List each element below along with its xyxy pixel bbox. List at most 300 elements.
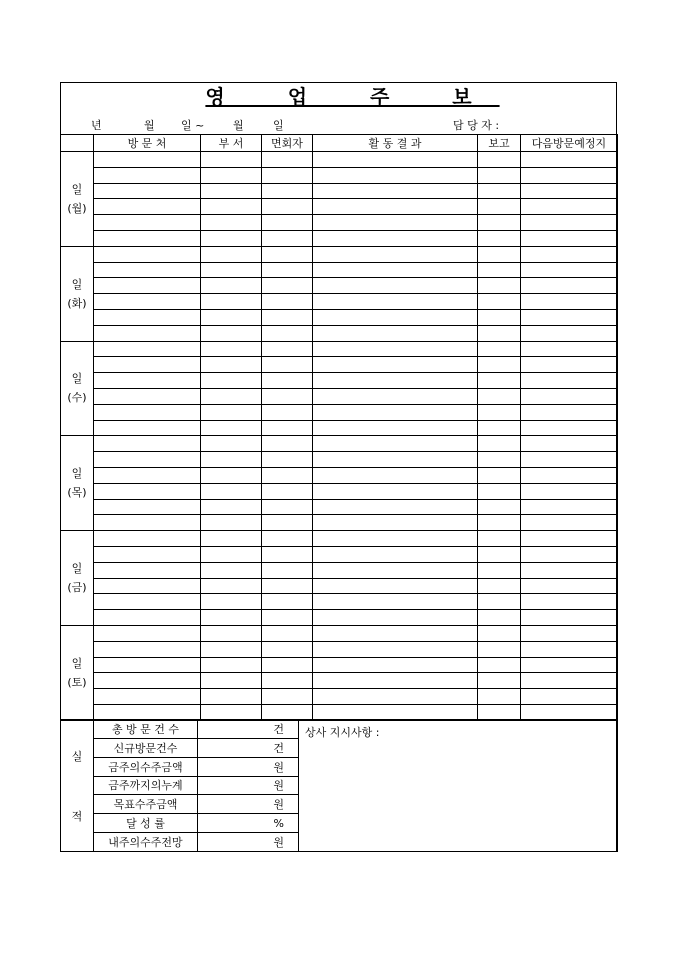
entry-cell[interactable] — [313, 704, 478, 720]
day-cell — [61, 152, 94, 247]
entry-cell[interactable] — [201, 199, 262, 215]
entry-cell[interactable] — [521, 657, 618, 673]
entry-cell[interactable] — [478, 262, 521, 278]
entry-cell[interactable] — [262, 625, 313, 641]
entry-cell[interactable] — [313, 515, 478, 531]
entry-cell[interactable] — [521, 610, 618, 626]
entry-cell[interactable] — [262, 673, 313, 689]
table-row — [61, 388, 618, 404]
entry-cell[interactable] — [201, 388, 262, 404]
entry-cell[interactable] — [94, 546, 201, 562]
table-row — [61, 404, 618, 420]
entry-cell[interactable] — [521, 625, 618, 641]
entry-cell[interactable] — [313, 594, 478, 610]
entry-cell[interactable] — [262, 341, 313, 357]
table-row — [61, 357, 618, 373]
entry-cell[interactable] — [94, 625, 201, 641]
entry-cell[interactable] — [94, 183, 201, 199]
entry-cell[interactable] — [94, 373, 201, 389]
entry-cell[interactable] — [94, 610, 201, 626]
entry-cell[interactable] — [262, 373, 313, 389]
entry-cell[interactable] — [521, 294, 618, 310]
entry-cell[interactable] — [521, 230, 618, 246]
summary-label: 목표수주금액 — [94, 795, 198, 814]
entry-cell[interactable] — [262, 641, 313, 657]
column-header: 부 서 — [201, 135, 262, 152]
entry-cell[interactable] — [478, 199, 521, 215]
entry-cell[interactable] — [521, 183, 618, 199]
entry-cell[interactable] — [201, 673, 262, 689]
summary-unit: 원 — [273, 798, 284, 812]
entry-cell[interactable] — [201, 294, 262, 310]
entry-cell[interactable] — [478, 625, 521, 641]
entry-cell[interactable] — [262, 499, 313, 515]
table-row — [61, 578, 618, 594]
entry-cell[interactable] — [262, 452, 313, 468]
summary-unit: 원 — [273, 779, 284, 793]
month-label-1: 월 — [144, 119, 155, 132]
table-row — [61, 452, 618, 468]
entry-cell[interactable] — [521, 373, 618, 389]
entry-cell[interactable] — [201, 167, 262, 183]
entry-cell[interactable] — [262, 230, 313, 246]
day-cell — [61, 246, 94, 341]
entry-cell[interactable] — [262, 404, 313, 420]
entry-cell[interactable] — [521, 262, 618, 278]
entry-cell[interactable] — [201, 230, 262, 246]
summary-value-cell[interactable] — [198, 720, 299, 739]
table-row — [61, 230, 618, 246]
entry-cell[interactable] — [313, 357, 478, 373]
entry-cell[interactable] — [201, 483, 262, 499]
entry-cell[interactable] — [521, 341, 618, 357]
entry-cell[interactable] — [313, 657, 478, 673]
entry-cell[interactable] — [478, 657, 521, 673]
entry-cell[interactable] — [201, 341, 262, 357]
table-row — [61, 467, 618, 483]
entry-cell[interactable] — [313, 467, 478, 483]
entry-cell[interactable] — [521, 641, 618, 657]
summary-label: 내주의수주전망 — [94, 833, 198, 852]
entry-cell[interactable] — [313, 341, 478, 357]
entry-cell[interactable] — [521, 167, 618, 183]
entry-cell[interactable] — [201, 499, 262, 515]
day-label: 일 — [71, 182, 83, 196]
entry-cell[interactable] — [478, 483, 521, 499]
year-label: 년 — [91, 119, 102, 132]
entry-cell[interactable] — [94, 357, 201, 373]
entry-cell[interactable] — [94, 436, 201, 452]
entry-cell[interactable] — [262, 515, 313, 531]
entry-cell[interactable] — [262, 594, 313, 610]
table-row — [61, 152, 618, 168]
entry-cell[interactable] — [262, 325, 313, 341]
corner-cell — [61, 135, 94, 152]
summary-unit: % — [273, 816, 284, 830]
entry-cell[interactable] — [201, 373, 262, 389]
entry-cell[interactable] — [521, 594, 618, 610]
table-row — [61, 246, 618, 262]
summary-unit: 원 — [273, 760, 284, 774]
entry-cell[interactable] — [201, 610, 262, 626]
column-header: 활 동 결 과 — [313, 135, 478, 152]
table-row — [61, 562, 618, 578]
column-header: 다음방문예정지 — [521, 135, 618, 152]
entry-cell[interactable] — [313, 294, 478, 310]
summary-row — [61, 720, 618, 739]
entry-cell[interactable] — [94, 562, 201, 578]
entry-cell[interactable] — [201, 689, 262, 705]
entry-cell[interactable] — [201, 562, 262, 578]
day-cell — [61, 341, 94, 436]
entry-cell[interactable] — [262, 420, 313, 436]
entry-cell[interactable] — [262, 546, 313, 562]
entry-cell[interactable] — [313, 578, 478, 594]
entry-cell[interactable] — [478, 388, 521, 404]
entry-cell[interactable] — [201, 467, 262, 483]
weekday-label: (화) — [67, 296, 87, 310]
entry-cell[interactable] — [201, 641, 262, 657]
table-row — [61, 657, 618, 673]
table-row — [61, 499, 618, 515]
activity-table — [60, 134, 618, 721]
summary-table — [60, 719, 618, 852]
table-row — [61, 673, 618, 689]
entry-cell[interactable] — [201, 578, 262, 594]
entry-cell[interactable] — [201, 183, 262, 199]
entry-cell[interactable] — [313, 452, 478, 468]
entry-cell[interactable] — [521, 452, 618, 468]
entry-cell[interactable] — [521, 404, 618, 420]
entry-cell[interactable] — [262, 388, 313, 404]
entry-cell[interactable] — [262, 215, 313, 231]
entry-cell[interactable] — [201, 262, 262, 278]
entry-cell[interactable] — [262, 436, 313, 452]
summary-label: 달 성 률 — [94, 814, 198, 833]
entry-cell[interactable] — [201, 152, 262, 168]
entry-cell[interactable] — [94, 262, 201, 278]
summary-value-cell[interactable] — [198, 814, 299, 833]
entry-cell[interactable] — [313, 562, 478, 578]
entry-cell[interactable] — [521, 531, 618, 547]
entry-cell[interactable] — [262, 246, 313, 262]
entry-cell[interactable] — [521, 515, 618, 531]
entry-cell[interactable] — [94, 199, 201, 215]
entry-cell[interactable] — [313, 689, 478, 705]
entry-cell[interactable] — [262, 610, 313, 626]
entry-cell[interactable] — [521, 420, 618, 436]
entry-cell[interactable] — [313, 183, 478, 199]
entry-cell[interactable] — [313, 278, 478, 294]
weekday-label: (금) — [67, 581, 87, 595]
table-row — [61, 531, 618, 547]
entry-cell[interactable] — [521, 673, 618, 689]
day-label-1: 일 ~ — [181, 119, 205, 132]
entry-cell[interactable] — [521, 689, 618, 705]
entry-cell[interactable] — [201, 309, 262, 325]
entry-cell[interactable] — [313, 388, 478, 404]
entry-cell[interactable] — [478, 578, 521, 594]
entry-cell[interactable] — [313, 436, 478, 452]
entry-cell[interactable] — [94, 278, 201, 294]
entry-cell[interactable] — [521, 436, 618, 452]
table-row — [61, 309, 618, 325]
table-row — [61, 436, 618, 452]
entry-cell[interactable] — [201, 420, 262, 436]
entry-cell[interactable] — [313, 673, 478, 689]
entry-cell[interactable] — [201, 546, 262, 562]
entry-cell[interactable] — [313, 167, 478, 183]
day-label: 일 — [71, 562, 83, 576]
entry-cell[interactable] — [478, 404, 521, 420]
entry-cell[interactable] — [478, 467, 521, 483]
entry-cell[interactable] — [478, 610, 521, 626]
entry-cell[interactable] — [201, 246, 262, 262]
table-row — [61, 278, 618, 294]
day-label: 일 — [71, 467, 83, 481]
entry-cell[interactable] — [313, 152, 478, 168]
summary-label: 금주까지의누계 — [94, 776, 198, 795]
entry-cell[interactable] — [478, 515, 521, 531]
entry-cell[interactable] — [94, 531, 201, 547]
entry-cell[interactable] — [201, 657, 262, 673]
entry-cell[interactable] — [478, 309, 521, 325]
entry-cell[interactable] — [94, 689, 201, 705]
entry-cell[interactable] — [94, 167, 201, 183]
entry-cell[interactable] — [262, 183, 313, 199]
entry-cell[interactable] — [262, 199, 313, 215]
entry-cell[interactable] — [478, 167, 521, 183]
entry-cell[interactable] — [262, 657, 313, 673]
entry-cell[interactable] — [201, 704, 262, 720]
entry-cell[interactable] — [94, 230, 201, 246]
supervisor-instructions-label: 상사 지시사항 : — [305, 726, 380, 739]
entry-cell[interactable] — [94, 404, 201, 420]
entry-cell[interactable] — [313, 625, 478, 641]
entry-cell[interactable] — [201, 452, 262, 468]
entry-cell[interactable] — [521, 309, 618, 325]
entry-cell[interactable] — [521, 578, 618, 594]
entry-cell[interactable] — [521, 278, 618, 294]
entry-cell[interactable] — [478, 594, 521, 610]
table-row — [61, 325, 618, 341]
entry-cell[interactable] — [313, 483, 478, 499]
entry-cell[interactable] — [313, 309, 478, 325]
manager-label: 담 당 자 : — [453, 119, 500, 132]
entry-cell[interactable] — [478, 278, 521, 294]
entry-cell[interactable] — [313, 246, 478, 262]
entry-cell[interactable] — [262, 278, 313, 294]
sales-weekly-report-form — [60, 82, 617, 852]
entry-cell[interactable] — [201, 625, 262, 641]
entry-cell[interactable] — [94, 388, 201, 404]
entry-cell[interactable] — [262, 467, 313, 483]
entry-cell[interactable] — [478, 341, 521, 357]
day-cell — [61, 436, 94, 531]
entry-cell[interactable] — [94, 341, 201, 357]
entry-cell[interactable] — [521, 467, 618, 483]
entry-cell[interactable] — [478, 294, 521, 310]
entry-cell[interactable] — [521, 199, 618, 215]
side-top-char: 실 — [71, 749, 83, 763]
entry-cell[interactable] — [262, 689, 313, 705]
entry-cell[interactable] — [94, 499, 201, 515]
entry-cell[interactable] — [94, 578, 201, 594]
entry-cell[interactable] — [94, 309, 201, 325]
entry-cell[interactable] — [478, 373, 521, 389]
entry-cell[interactable] — [262, 152, 313, 168]
entry-cell[interactable] — [94, 673, 201, 689]
entry-cell[interactable] — [313, 546, 478, 562]
entry-cell[interactable] — [201, 531, 262, 547]
entry-cell[interactable] — [201, 436, 262, 452]
entry-cell[interactable] — [478, 689, 521, 705]
column-header: 보고 — [478, 135, 521, 152]
entry-cell[interactable] — [94, 641, 201, 657]
entry-cell[interactable] — [313, 230, 478, 246]
entry-cell[interactable] — [521, 483, 618, 499]
summary-value-cell[interactable] — [198, 757, 299, 776]
entry-cell[interactable] — [94, 420, 201, 436]
entry-cell[interactable] — [262, 562, 313, 578]
entry-cell[interactable] — [94, 467, 201, 483]
entry-cell[interactable] — [478, 230, 521, 246]
table-row — [61, 373, 618, 389]
table-row — [61, 515, 618, 531]
table-row — [61, 689, 618, 705]
weekday-label: (토) — [67, 675, 87, 689]
entry-cell[interactable] — [478, 641, 521, 657]
entry-cell[interactable] — [478, 562, 521, 578]
entry-cell[interactable] — [94, 215, 201, 231]
entry-cell[interactable] — [201, 404, 262, 420]
entry-cell[interactable] — [521, 704, 618, 720]
entry-cell[interactable] — [94, 152, 201, 168]
entry-cell[interactable] — [201, 215, 262, 231]
entry-cell[interactable] — [478, 357, 521, 373]
summary-value-cell[interactable] — [198, 776, 299, 795]
entry-cell[interactable] — [201, 278, 262, 294]
entry-cell[interactable] — [94, 704, 201, 720]
entry-cell[interactable] — [478, 215, 521, 231]
entry-cell[interactable] — [478, 673, 521, 689]
entry-cell[interactable] — [313, 531, 478, 547]
entry-cell[interactable] — [313, 420, 478, 436]
column-header: 방 문 처 — [94, 135, 201, 152]
entry-cell[interactable] — [94, 483, 201, 499]
entry-cell[interactable] — [521, 152, 618, 168]
summary-value-cell[interactable] — [198, 833, 299, 852]
entry-cell[interactable] — [262, 483, 313, 499]
table-row — [61, 199, 618, 215]
summary-section — [60, 719, 617, 852]
weekday-label: (월) — [67, 201, 87, 215]
supervisor-instructions-cell[interactable] — [299, 720, 618, 852]
entry-cell[interactable] — [313, 262, 478, 278]
weekday-label: (목) — [67, 486, 87, 500]
day-cell — [61, 625, 94, 720]
entry-cell[interactable] — [262, 167, 313, 183]
entry-cell[interactable] — [201, 515, 262, 531]
entry-cell[interactable] — [478, 152, 521, 168]
entry-cell[interactable] — [478, 704, 521, 720]
entry-cell[interactable] — [313, 641, 478, 657]
entry-cell[interactable] — [313, 373, 478, 389]
entry-cell[interactable] — [521, 325, 618, 341]
entry-cell[interactable] — [201, 594, 262, 610]
entry-cell[interactable] — [478, 420, 521, 436]
entry-cell[interactable] — [521, 215, 618, 231]
entry-cell[interactable] — [313, 199, 478, 215]
table-row — [61, 183, 618, 199]
entry-cell[interactable] — [94, 515, 201, 531]
entry-cell[interactable] — [94, 594, 201, 610]
table-row — [61, 594, 618, 610]
entry-cell[interactable] — [94, 294, 201, 310]
entry-cell[interactable] — [478, 436, 521, 452]
entry-cell[interactable] — [94, 657, 201, 673]
entry-cell[interactable] — [521, 562, 618, 578]
entry-cell[interactable] — [478, 546, 521, 562]
entry-cell[interactable] — [94, 325, 201, 341]
entry-cell[interactable] — [521, 499, 618, 515]
entry-cell[interactable] — [262, 357, 313, 373]
summary-unit: 건 — [273, 722, 284, 736]
entry-cell[interactable] — [313, 499, 478, 515]
entry-cell[interactable] — [262, 309, 313, 325]
entry-cell[interactable] — [521, 388, 618, 404]
entry-cell[interactable] — [313, 404, 478, 420]
day-cell — [61, 531, 94, 626]
entry-cell[interactable] — [313, 215, 478, 231]
entry-cell[interactable] — [262, 262, 313, 278]
table-row — [61, 704, 618, 720]
entry-cell[interactable] — [262, 531, 313, 547]
entry-cell[interactable] — [94, 452, 201, 468]
table-row — [61, 167, 618, 183]
entry-cell[interactable] — [94, 246, 201, 262]
entry-cell[interactable] — [262, 294, 313, 310]
entry-cell[interactable] — [313, 610, 478, 626]
entry-cell[interactable] — [313, 325, 478, 341]
entry-cell[interactable] — [262, 578, 313, 594]
summary-value-cell[interactable] — [198, 738, 299, 757]
table-row — [61, 420, 618, 436]
day-label: 일 — [71, 372, 83, 386]
entry-cell[interactable] — [262, 704, 313, 720]
entry-cell[interactable] — [478, 499, 521, 515]
entry-cell[interactable] — [478, 325, 521, 341]
summary-value-cell[interactable] — [198, 795, 299, 814]
entry-cell[interactable] — [521, 246, 618, 262]
entry-cell[interactable] — [478, 452, 521, 468]
entry-cell[interactable] — [478, 183, 521, 199]
summary-label: 금주의수주금액 — [94, 757, 198, 776]
table-row — [61, 610, 618, 626]
entry-cell[interactable] — [521, 357, 618, 373]
entry-cell[interactable] — [478, 246, 521, 262]
table-row — [61, 483, 618, 499]
entry-cell[interactable] — [201, 325, 262, 341]
entry-cell[interactable] — [521, 546, 618, 562]
summary-label: 총 방 문 건 수 — [94, 720, 198, 739]
day-label: 일 — [71, 277, 83, 291]
entry-cell[interactable] — [201, 357, 262, 373]
entry-cell[interactable] — [478, 531, 521, 547]
side-bottom-char: 적 — [71, 809, 83, 823]
summary-unit: 건 — [273, 741, 284, 755]
column-header: 면회자 — [262, 135, 313, 152]
